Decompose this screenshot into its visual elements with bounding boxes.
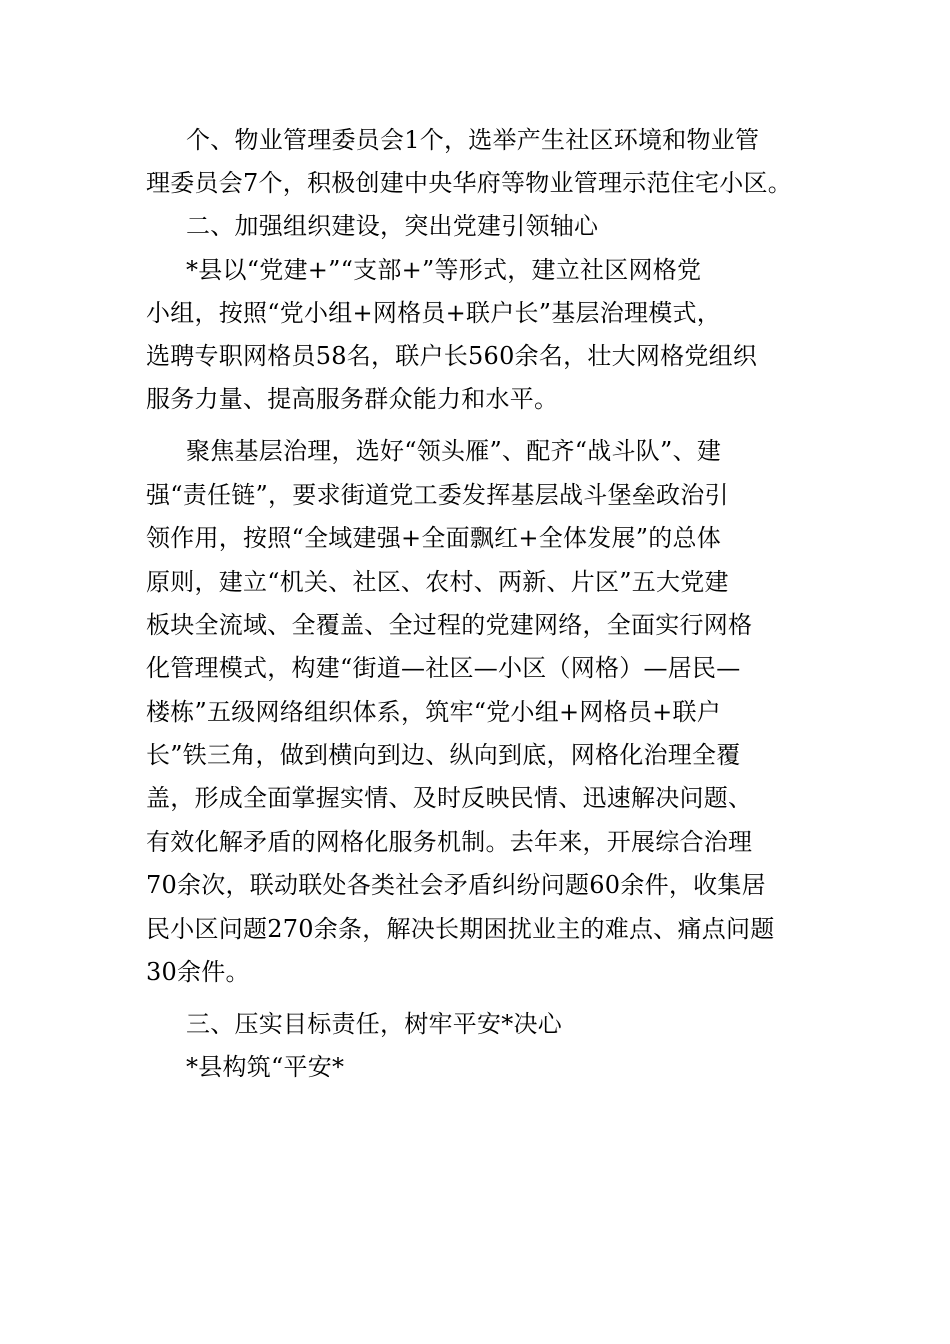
text-line: 盖，形成全面掌握实情、及时反映民情、迅速解决问题、 — [146, 784, 753, 812]
text-line: 民小区问题270余条，解决长期困扰业主的难点、痛点问题 — [146, 915, 775, 943]
text-line: 个、物业管理委员会1个，选举产生社区环境和物业管 — [186, 126, 760, 154]
text-line: 楼栋”五级网络组织体系，筑牢“党小组+网格员+联户 — [146, 698, 722, 726]
text-line: 30余件。 — [146, 958, 250, 986]
text-line: 聚焦基层治理，选好“领头雁”、配齐“战斗队”、建 — [186, 437, 722, 465]
section-heading-3: 三、压实目标责任，树牢平安*决心 — [186, 1010, 562, 1038]
text-line: *县构筑“平安* — [186, 1053, 345, 1081]
text-line: 选聘专职网格员58名，联户长560余名，壮大网格党组织 — [146, 342, 758, 370]
text-line: 原则，建立“机关、社区、农村、两新、片区”五大党建 — [146, 568, 729, 596]
section-heading-2: 二、加强组织建设，突出党建引领轴心 — [186, 212, 599, 240]
text-line: 小组，按照“党小组+网格员+联户长”基层治理模式， — [146, 299, 722, 327]
text-line: 有效化解矛盾的网格化服务机制。去年来，开展综合治理 — [146, 828, 753, 856]
text-line: 领作用，按照“全域建强+全面飘红+全体发展”的总体 — [146, 524, 722, 552]
text-line: 服务力量、提高服务群众能力和水平。 — [146, 385, 559, 413]
text-line: 化管理模式，构建“街道—社区—小区（网格）—居民— — [146, 654, 741, 682]
text-line: 板块全流域、全覆盖、全过程的党建网络，全面实行网格 — [146, 611, 753, 639]
text-line: 70余次，联动联处各类社会矛盾纠纷问题60余件，收集居 — [146, 871, 766, 899]
text-line: 理委员会7个，积极创建中央华府等物业管理示范住宅小区。 — [146, 169, 793, 197]
text-line: 强“责任链”，要求街道党工委发挥基层战斗堡垒政治引 — [146, 481, 729, 509]
text-line: 长”铁三角，做到横向到边、纵向到底，网格化治理全覆 — [146, 741, 741, 769]
text-line: *县以“党建+”“支部+”等形式，建立社区网格党 — [186, 256, 702, 284]
